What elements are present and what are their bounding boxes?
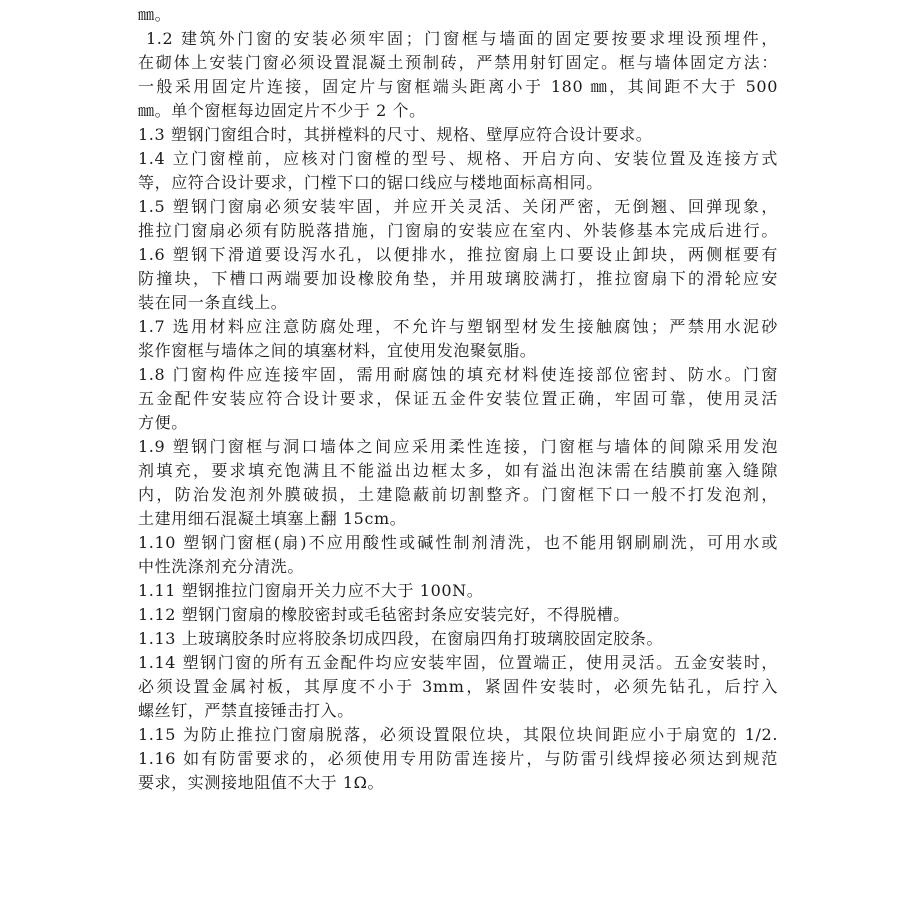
text-line: 在砌体上安装门窗必须设置混凝土预制砖，严禁用射钉固定。框与墙体固定方法： bbox=[138, 53, 778, 72]
text-line: 剂填充，要求填充饱满且不能溢出边框太多，如有溢出泡沫需在结膜前塞入缝隙 bbox=[138, 461, 778, 480]
text-line: 1.5 塑钢门窗扇必须安装牢固，并应开关灵活、关闭严密，无倒翘、回弹现象， bbox=[138, 197, 778, 216]
text-line: 1.11 塑钢推拉门窗扇开关力应不大于 100N。 bbox=[138, 581, 484, 600]
text-line: 等，应符合设计要求，门樘下口的锯口线应与楼地面标高相同。 bbox=[138, 173, 603, 192]
text-line: 内，防治发泡剂外膜破损，土建隐蔽前切割整齐。门窗框下口一般不打发泡剂， bbox=[138, 485, 778, 504]
text-line: 1.9 塑钢门窗框与洞口墙体之间应采用柔性连接，门窗框与墙体的间隙采用发泡 bbox=[138, 437, 778, 456]
text-line: 1.4 立门窗樘前，应核对门窗樘的型号、规格、开启方向、安装位置及连接方式 bbox=[138, 149, 778, 168]
text-line: 1.12 塑钢门窗扇的橡胶密封或毛毡密封条应安装完好，不得脱槽。 bbox=[138, 605, 630, 624]
text-line: ㎜。单个窗框每边固定片不少于 2 个。 bbox=[138, 101, 426, 120]
text-line: 五金配件安装应符合设计要求，保证五金件安装位置正确，牢固可靠，使用灵活 bbox=[138, 389, 778, 408]
text-line: 1.6 塑钢下滑道要设泻水孔，以便排水，推拉窗扇上口要设止卸块，两侧框要有 bbox=[138, 245, 778, 264]
text-line: 1.3 塑钢门窗组合时，其拼樘料的尺寸、规格、壁厚应符合设计要求。 bbox=[138, 125, 653, 144]
text-line: 1.16 如有防雷要求的，必须使用专用防雷连接片，与防雷引线焊接必须达到规范 bbox=[138, 749, 778, 768]
text-line: 一般采用固定片连接，固定片与窗框端头距离小于 180 ㎜，其间距不大于 500 bbox=[138, 77, 778, 96]
text-line: 方便。 bbox=[138, 413, 188, 432]
text-line: 推拉门窗扇必须有防脱落措施，门窗扇的安装应在室内、外装修基本完成后进行。 bbox=[138, 221, 778, 240]
text-line: 装在同一条直线上。 bbox=[138, 293, 288, 312]
text-line: 浆作窗框与墙体之间的填塞材料，宜使用发泡聚氨脂。 bbox=[138, 341, 537, 360]
text-line: 1.14 塑钢门窗的所有五金配件均应安装牢固，位置端正，使用灵活。五金安装时， bbox=[138, 653, 778, 672]
text-line: 1.13 上玻璃胶条时应将胶条切成四段，在窗扇四角打玻璃胶固定胶条。 bbox=[138, 629, 664, 648]
text-line: ㎜。 bbox=[138, 5, 172, 24]
text-line: 1.15 为防止推拉门窗扇脱落，必须设置限位块，其限位块间距应小于扇宽的 1/2. bbox=[138, 725, 778, 744]
text-line: 1.8 门窗构件应连接牢固，需用耐腐蚀的填充材料使连接部位密封、防水。门窗 bbox=[138, 365, 778, 384]
text-line: 1.2 建筑外门窗的安装必须牢固；门窗框与墙面的固定要按要求埋设预埋件， bbox=[146, 29, 778, 48]
text-line: 必须设置金属衬板，其厚度不小于 3mm，紧固件安装时，必须先钻孔，后拧入 bbox=[138, 677, 778, 696]
text-line: 1.7 选用材料应注意防腐处理，不允许与塑钢型材发生接触腐蚀；严禁用水泥砂 bbox=[138, 317, 778, 336]
text-line: 中性洗涤剂充分清洗。 bbox=[138, 557, 305, 576]
document-page bbox=[138, 0, 778, 795]
text-line: 要求，实测接地阻值不大于 1Ω。 bbox=[138, 773, 385, 792]
text-line: 1.10 塑钢门窗框(扇)不应用酸性或碱性制剂清洗，也不能用钢刷刷洗，可用水或 bbox=[138, 533, 778, 552]
text-line: 防撞块，下槽口两端要加设橡胶角垫，并用玻璃胶满打，推拉窗扇下的滑轮应安 bbox=[138, 269, 778, 288]
text-line: 螺丝钉，严禁直接锤击打入。 bbox=[138, 701, 354, 720]
text-line: 土建用细石混凝土填塞上翻 15cm。 bbox=[138, 509, 407, 528]
